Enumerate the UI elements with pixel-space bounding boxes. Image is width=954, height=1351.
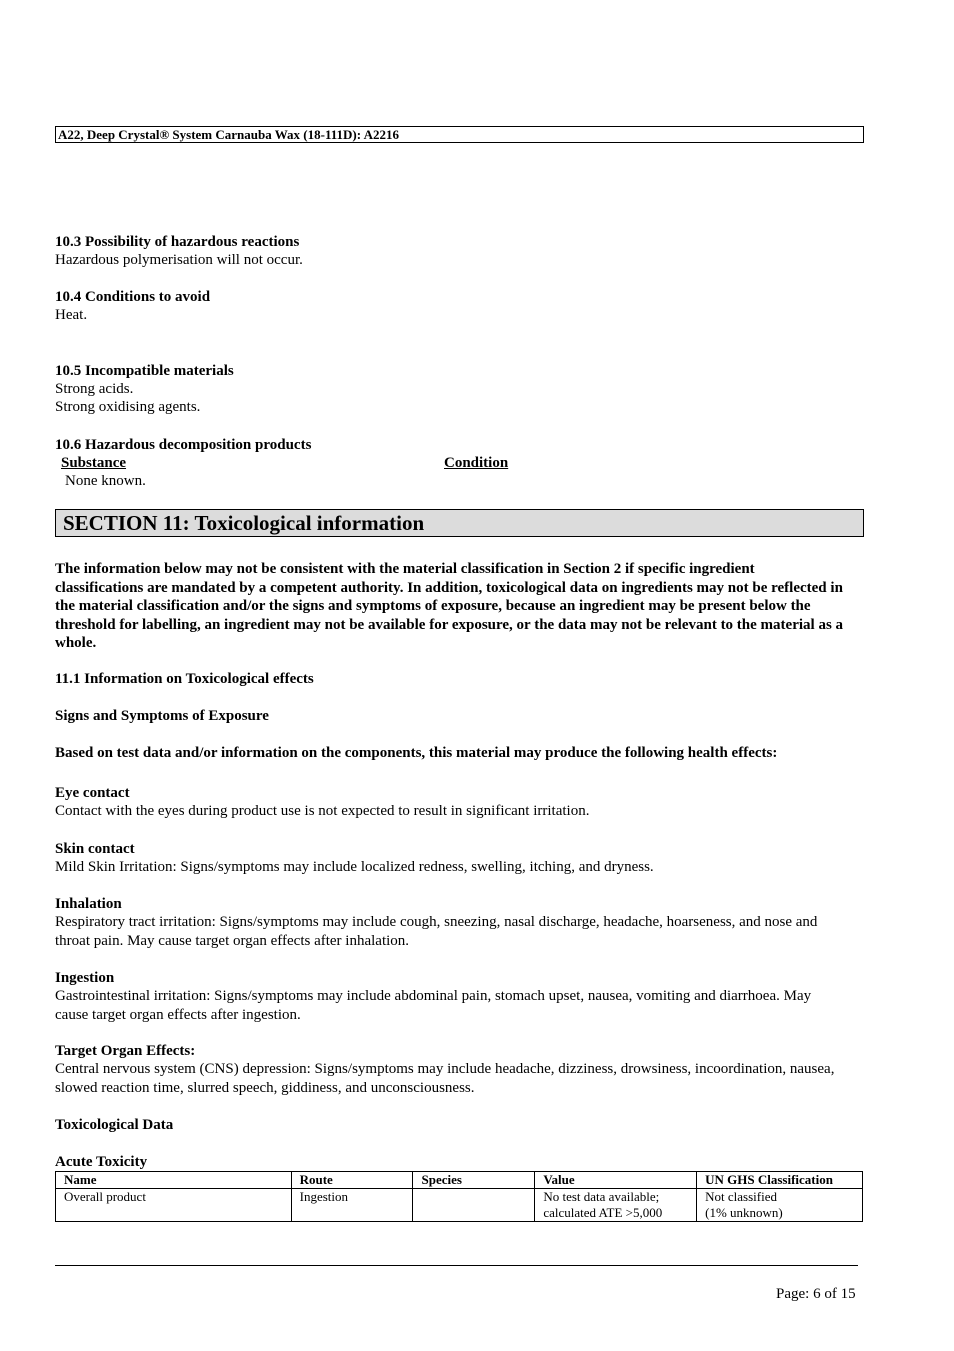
section-10-4-heading: 10.4 Conditions to avoid: [55, 289, 211, 305]
skin-contact-heading: Skin contact: [55, 841, 135, 857]
section-11-intro: The information below may not be consistent with the material classification in Section 2 if specific ingredient classifications are mandated by a competent authority. In addition, toxicological data on ingredients may not be reflected in the material classification and/or the signs and symptoms of exposure, because an ingredient may be present below the threshold for labelling, an ingredient may not be available for exposure, or the data may not be relevant to the material as a whole.: [55, 561, 844, 651]
ingestion-text: Gastrointestinal irritation: Signs/symptoms may include abdominal pain, stomach upset, nausea, vomiting and diarrhoea. May cause target organ effects after ingestion.: [55, 988, 812, 1023]
eye-contact-heading: Eye contact: [55, 785, 130, 801]
section-10-3-text: Hazardous polymerisation will not occur.: [55, 252, 303, 268]
inhalation-heading: Inhalation: [55, 896, 122, 912]
section-10-3-heading: 10.3 Possibility of hazardous reactions: [55, 234, 300, 250]
cell-classification: [697, 1189, 863, 1222]
section-10-5-line2: Strong oxidising agents.: [55, 399, 201, 415]
table-row: [56, 1189, 863, 1222]
condition-column-header: Condition: [444, 455, 509, 471]
target-organ-heading: Target Organ Effects:: [55, 1043, 196, 1059]
health-effects-statement: Based on test data and/or information on the components, this material may produce the following health effects:: [55, 745, 778, 761]
page-number: Page: 6 of 15: [776, 1286, 856, 1302]
footer-divider: [55, 1265, 858, 1266]
section-11-title: SECTION 11: Toxicological information: [55, 509, 864, 537]
cell-name: Overall product: [56, 1189, 292, 1222]
table-header-value: Value: [535, 1172, 697, 1189]
skin-contact-text: Mild Skin Irritation: Signs/symptoms may include localized redness, swelling, itching, and dryness.: [55, 859, 654, 875]
table-header-species: Species: [413, 1172, 535, 1189]
target-organ-text: Central nervous system (CNS) depression: Signs/symptoms may include headache, dizziness, drowsiness, incoordination, nausea, slowed reaction time, slurred speech, giddiness, and unconsciousness.: [55, 1061, 835, 1096]
acute-toxicity-table: [55, 1171, 863, 1222]
substance-value: None known.: [65, 473, 146, 489]
cell-classification-line2: (1% unknown): [705, 1205, 783, 1220]
subsection-11-1-heading: 11.1 Information on Toxicological effects: [55, 671, 314, 687]
toxicological-data-heading: Toxicological Data: [55, 1117, 174, 1133]
table-header-classification: UN GHS Classification: [697, 1172, 863, 1189]
table-header-route: Route: [291, 1172, 413, 1189]
cell-value: [535, 1189, 697, 1222]
cell-route: Ingestion: [291, 1189, 413, 1222]
signs-symptoms-heading: Signs and Symptoms of Exposure: [55, 708, 269, 724]
cell-classification-line1: Not classified: [705, 1189, 777, 1204]
substance-column-header: Substance: [61, 455, 127, 471]
eye-contact-text: Contact with the eyes during product use is not expected to result in significant irritation.: [55, 803, 590, 819]
section-10-6-heading: 10.6 Hazardous decomposition products: [55, 437, 312, 453]
acute-toxicity-heading: Acute Toxicity: [55, 1154, 148, 1170]
cell-value-line1: No test data available;: [543, 1189, 660, 1204]
cell-value-line2: calculated ATE >5,000: [543, 1205, 663, 1220]
section-10-5-line1: Strong acids.: [55, 381, 134, 397]
ingestion-heading: Ingestion: [55, 970, 115, 986]
inhalation-text: Respiratory tract irritation: Signs/symptoms may include cough, sneezing, nasal discharge, headache, hoarseness, and nose and throat pain. May cause target organ effects after inhalation.: [55, 914, 818, 949]
section-10-5-heading: 10.5 Incompatible materials: [55, 363, 234, 379]
document-header-title: A22, Deep Crystal® System Carnauba Wax (18-111D): A2216: [55, 126, 864, 143]
table-header-row: [56, 1172, 863, 1189]
cell-species: [413, 1189, 535, 1222]
section-10-4-text: Heat.: [55, 307, 88, 323]
table-header-name: Name: [56, 1172, 292, 1189]
